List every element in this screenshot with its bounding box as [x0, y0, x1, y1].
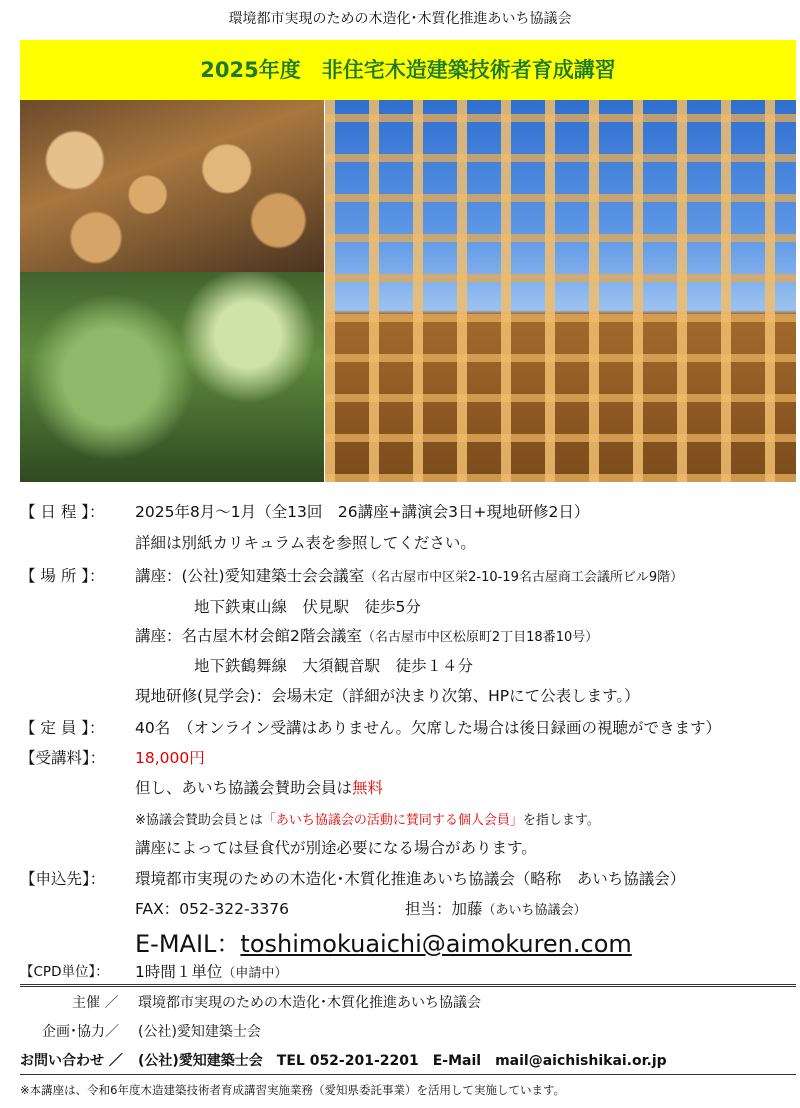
- venue-2-address: （名古屋市中区松原町2丁目18番10号）: [361, 630, 599, 645]
- footer-divider: [20, 984, 796, 987]
- fee-label: 【受講料】：: [20, 749, 106, 767]
- contact-value: (公社)愛知建築士会 TEL 052-201-2201 E-Mail mail@aichishikai.or.jp: [138, 1053, 667, 1069]
- contact-person: [405, 897, 587, 919]
- timber-beams: [325, 100, 796, 482]
- email-link[interactable]: toshimokuaichi@aimokuren.com: [240, 930, 632, 958]
- venue-2: [135, 624, 598, 646]
- cpd-value: 1時間１単位: [135, 963, 223, 981]
- fee-value: 18,000円: [135, 749, 205, 767]
- member-note: [135, 809, 600, 828]
- venue-1-address: （名古屋市中区栄2-10-19名古屋商工会議所ビル9階）: [364, 570, 684, 585]
- schedule-note: 詳細は別紙カリキュラム表を参照してください。: [135, 534, 476, 552]
- email-label: E-MAIL：: [135, 930, 241, 958]
- member-note-post: を指します。: [522, 813, 600, 828]
- email-line: [135, 924, 632, 959]
- fax-number: FAX：052-322-3376: [135, 900, 290, 918]
- cpd-value-group: [135, 960, 287, 982]
- capacity-value: 40名 （オンライン受講はありません。欠席した場合は後日録画の視聴ができます）: [135, 719, 721, 737]
- coop-label: 企画･協力／: [42, 1024, 119, 1040]
- venue-1-access: 地下鉄東山線 伏見駅 徒歩5分: [194, 598, 421, 616]
- organizer-line: 環境都市実現のための木造化･木質化推進あいち協議会: [228, 11, 572, 27]
- moss-forest-photo: [20, 272, 324, 482]
- host-value: 環境都市実現のための木造化･木質化推進あいち協議会: [138, 995, 481, 1011]
- log-pile-photo: [20, 100, 324, 272]
- fee-free-text: 無料: [352, 779, 384, 797]
- venue-2-main: 講座：名古屋木材会館2階会議室: [135, 627, 362, 645]
- photo-collage: [20, 100, 796, 482]
- lunch-note: 講座によっては昼食代が別途必要になる場合があります。: [135, 839, 537, 857]
- host-label: 主催 ／: [72, 995, 119, 1011]
- field-study: 現地研修(見学会)：会場未定（詳細が決まり次第、HPにて公表します。）: [135, 687, 640, 705]
- cpd-label: 【CPD単位】：: [20, 964, 109, 980]
- schedule-label: 【 日 程 】：: [20, 503, 105, 521]
- apply-label: 【申込先】：: [20, 870, 106, 888]
- timber-structure-photo: [325, 100, 796, 482]
- venue-label: 【 場 所 】：: [20, 567, 105, 585]
- member-note-pre: ※協議会賛助会員とは: [135, 813, 263, 828]
- capacity-label: 【 定 員 】：: [20, 719, 105, 737]
- schedule-value: 2025年8月～1月（全13回 26講座+講演会3日+現地研修2日）: [135, 503, 590, 521]
- member-note-red: 「あいち協議会の活動に賛同する個人会員」: [262, 813, 523, 828]
- venue-1: [135, 564, 683, 586]
- footer-note: ※本講座は、令和6年度木造建築技術者育成講習実施業務（愛知県委託事業）を活用して実施しています。: [20, 1083, 566, 1097]
- page-title-banner: [20, 40, 796, 100]
- cpd-note: （申請中）: [222, 966, 288, 981]
- fee-note: [135, 776, 383, 798]
- page-title: 2025年度 非住宅木造建築技術者育成講習: [200, 58, 616, 82]
- contact-name: 担当：加藤: [405, 900, 483, 918]
- footer-separator: [20, 1074, 796, 1075]
- contact-org: （あいち協議会）: [482, 903, 587, 918]
- venue-2-access: 地下鉄鶴舞線 大須観音駅 徒歩１４分: [194, 657, 474, 675]
- coop-value: (公社)愛知建築士会: [138, 1024, 261, 1040]
- apply-org: 環境都市実現のための木造化･木質化推進あいち協議会（略称 あいち協議会）: [135, 870, 686, 888]
- contact-label: お問い合わせ ／: [20, 1053, 123, 1069]
- fee-note-text: 但し、あいち協議会賛助会員は: [135, 779, 353, 797]
- venue-1-main: 講座：(公社)愛知建築士会会議室: [135, 567, 365, 585]
